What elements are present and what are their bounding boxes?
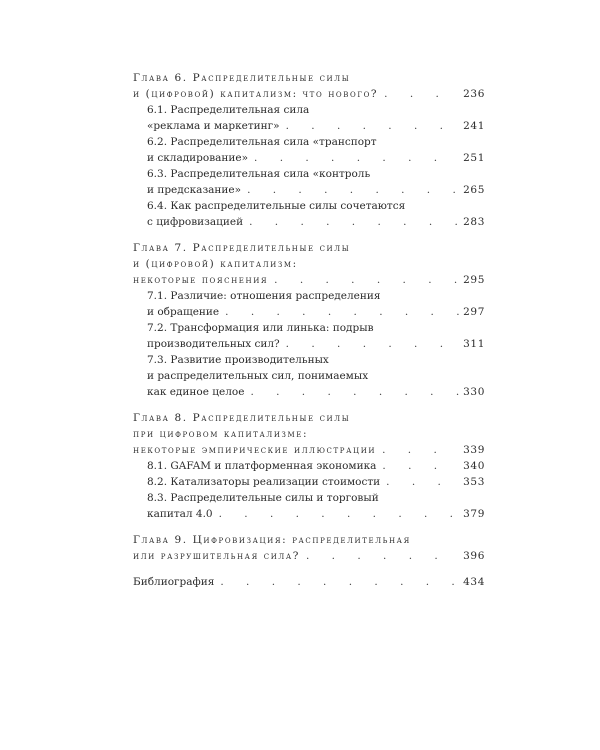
section-7-1-text-2: и обращение	[147, 306, 220, 318]
chapter-7-title-line-3[interactable]	[133, 273, 485, 288]
section-6-2-line-2[interactable]	[147, 151, 485, 166]
section-6-1-line-1[interactable]	[147, 103, 485, 118]
dot-leader	[247, 183, 459, 198]
section-8-2-page: 353	[463, 476, 485, 488]
chapter-8-title-text-2: при цифровом капитализме:	[133, 428, 309, 440]
chapter-7-title-line-1[interactable]	[133, 241, 485, 256]
chapter-8-title-text-1: Глава 8. Распределительные силы	[133, 412, 351, 424]
section-6-4-line-2[interactable]	[147, 215, 485, 230]
chapter-8-title-line-1[interactable]	[133, 411, 485, 426]
bibliography-text: Библиография	[133, 576, 215, 588]
section-6-3-line-1[interactable]	[147, 167, 485, 182]
section-7-2-line-2[interactable]	[147, 337, 485, 352]
section-8-3-line-2[interactable]	[147, 507, 485, 522]
section-7-3-text-1: 7.3. Развитие производительных	[147, 354, 329, 366]
dot-leader	[249, 215, 459, 230]
dot-leader	[225, 305, 459, 320]
dot-leader	[254, 151, 459, 166]
section-8-3-line-1[interactable]	[147, 491, 485, 506]
section-6-3-text-1: 6.3. Распределительная сила «контроль	[147, 168, 371, 180]
chapter-6-title-text-1: Глава 6. Распределительные силы	[133, 72, 351, 84]
section-6-2-text-1: 6.2. Распределительная сила «транспорт	[147, 136, 377, 148]
dot-leader	[220, 575, 459, 590]
dot-leader	[250, 385, 459, 400]
chapter-8-title-line-2[interactable]	[133, 427, 485, 442]
chapter-9-title-line-2[interactable]	[133, 549, 485, 564]
section-7-2-page: 311	[463, 338, 485, 350]
section-6-3-line-2[interactable]	[147, 183, 485, 198]
section-8-1-text-1: 8.1. GAFAM и платформенная экономика	[147, 460, 377, 472]
bibliography-line[interactable]	[133, 575, 485, 590]
chapter-7-title-text-2: и (цифровой) капитализм:	[133, 258, 298, 270]
chapter-6-title-line-2[interactable]	[133, 87, 485, 102]
section-7-3-line-2[interactable]	[147, 369, 485, 384]
section-6-2-text-2: и складирование»	[147, 152, 249, 164]
section-8-2-text-1: 8.2. Катализаторы реализации стоимости	[147, 476, 381, 488]
bibliography-page: 434	[463, 576, 485, 588]
section-7-1-text-1: 7.1. Различие: отношения распределения	[147, 290, 381, 302]
chapter-9-title-text-2: или разрушительная сила?	[133, 550, 300, 562]
chapter-9-title-text-1: Глава 9. Цифровизация: распределительная	[133, 534, 411, 546]
section-7-1-page: 297	[463, 306, 485, 318]
section-7-1-line-1[interactable]	[147, 289, 485, 304]
dot-leader	[384, 87, 459, 102]
section-7-3-line-3[interactable]	[147, 385, 485, 400]
chapter-9-title-line-1[interactable]	[133, 533, 485, 548]
section-8-3-text-1: 8.3. Распределительные силы и торговый	[147, 492, 379, 504]
section-8-1-page: 340	[463, 460, 485, 472]
dot-leader	[219, 507, 460, 522]
section-6-3-page: 265	[463, 184, 485, 196]
section-6-1-text-1: 6.1. Распределительная сила	[147, 104, 310, 116]
section-7-2-text-2: производительных сил?	[147, 338, 280, 350]
section-7-3-line-1[interactable]	[147, 353, 485, 368]
section-7-3-page: 330	[463, 386, 485, 398]
chapter-8-title-line-3[interactable]	[133, 443, 485, 458]
dot-leader	[386, 475, 459, 490]
chapter-7-page: 295	[463, 274, 485, 286]
section-8-3-page: 379	[463, 508, 485, 520]
section-7-3-text-2: и распределительных сил, понимаемых	[147, 370, 369, 382]
chapter-6-title-line-1[interactable]	[133, 71, 485, 86]
section-6-4-page: 283	[463, 216, 485, 228]
section-6-2-page: 251	[463, 152, 485, 164]
chapter-7-title-line-2[interactable]	[133, 257, 485, 272]
dot-leader	[382, 443, 459, 458]
section-7-2-text-1: 7.2. Трансформация или линька: подрыв	[147, 322, 374, 334]
chapter-8-title-text-3: некоторые эмпирические иллюстрации	[133, 444, 377, 456]
chapter-8-page: 339	[463, 444, 485, 456]
dot-leader	[306, 549, 459, 564]
dot-leader	[286, 119, 460, 134]
section-6-1-page: 241	[463, 120, 485, 132]
section-7-3-text-3: как единое целое	[147, 386, 245, 398]
section-6-4-line-1[interactable]	[147, 199, 485, 214]
chapter-6-page: 236	[463, 88, 485, 100]
section-8-3-text-2: капитал 4.0	[147, 508, 213, 520]
dot-leader	[286, 337, 459, 352]
section-6-2-line-1[interactable]	[147, 135, 485, 150]
chapter-6-title-text-2: и (цифровой) капитализм: что нового?	[133, 88, 379, 100]
chapter-7-title-text-1: Глава 7. Распределительные силы	[133, 242, 351, 254]
section-6-3-text-2: и предсказание»	[147, 184, 242, 196]
chapter-9-page: 396	[463, 550, 485, 562]
section-6-4-text-1: 6.4. Как распределительные силы сочетаются	[147, 200, 406, 212]
section-6-1-line-2[interactable]	[147, 119, 485, 134]
section-8-1-line-1[interactable]	[147, 459, 485, 474]
section-6-1-text-2: «реклама и маркетинг»	[147, 120, 280, 132]
section-7-2-line-1[interactable]	[147, 321, 485, 336]
section-7-1-line-2[interactable]	[147, 305, 485, 320]
section-6-4-text-2: с цифровизацией	[147, 216, 244, 228]
dot-leader	[382, 459, 459, 474]
chapter-7-title-text-3: некоторые пояснения	[133, 274, 269, 286]
dot-leader	[274, 273, 459, 288]
section-8-2-line-1[interactable]	[147, 475, 485, 490]
